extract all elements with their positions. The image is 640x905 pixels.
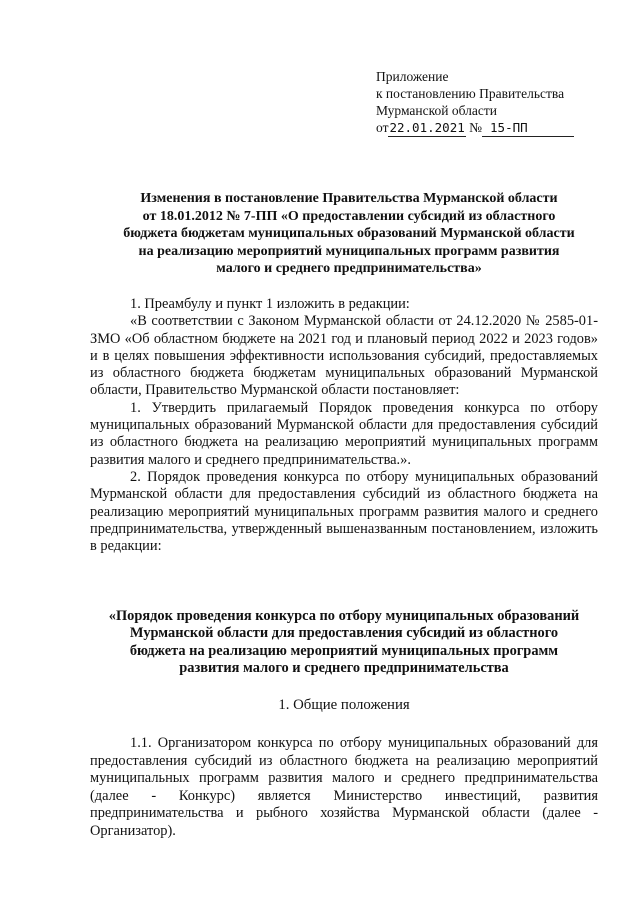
procedure-title-line-2: Мурманской области для предоставления субсидий из областного (129, 625, 559, 642)
procedure-title (90, 608, 598, 678)
item-1: 1. Преамбулу и пункт 1 изложить в редакции: (130, 296, 410, 312)
title-line-2: от 18.01.2012 № 7-ПП «О предоставлении субсидий из областного (142, 208, 556, 224)
title-line-5: малого и среднего предпринимательства» (216, 261, 482, 276)
annex-date-prefix: от (376, 120, 389, 135)
procedure-title-line-1: «Порядок проведения конкурса по отбору муниципальных образований (108, 608, 580, 624)
annex-line-2: к постановлению Правительства (376, 86, 565, 101)
annex-block (376, 68, 574, 137)
document-title (92, 190, 606, 278)
item-2: 2. Порядок проведения конкурса по отбору муниципальных образований Мурманской области для предоставления субсидий из областного бюджета на реализацию мероприятий муниципальных программ развития малого и среднего предпринимательства, утвержденный вышеназванным постановлением, изложить в редакции: (90, 468, 598, 555)
annex-title: Приложение (376, 69, 449, 84)
annex-date: 22.01.2021 (389, 120, 465, 135)
quoted-item-1: 1. Утвердить прилагаемый Порядок проведения конкурса по отбору муниципальных образований Мурманской области для предоставления субсидий из областного бюджета на реализацию мероприятий муниципальных программ развития малого и среднего предпринимательства.». (90, 399, 598, 468)
annex-number: 15-ПП (482, 119, 574, 137)
annex-date-line (376, 119, 574, 137)
procedure-title-line-3: бюджета на реализацию мероприятий муниципальных программ (129, 642, 559, 659)
section-1-text (90, 735, 598, 841)
paragraph-1-1: 1.1. Организатором конкурса по отбору муниципальных образований для предоставления субсидий из областного бюджета на реализацию мероприятий муниципальных программ развития малого и среднего предпринимательства (далее - Конкурс) является Министерство инвестиций, развития предпринимательства и рыбного хозяйства Мурманской области (далее - Организатор). (90, 735, 598, 839)
section-heading: 1. Общие положения (278, 697, 410, 713)
quoted-preamble: «В соответствии с Законом Мурманской области от 24.12.2020 № 2585-01-ЗМО «Об областном бюджете на 2021 год и плановый период 2022 и 2023 годов» и в целях повышения эффективности использования субсидий, предоставляемых из областного бюджета бюджетам муниципальных образований Мурманской области, Правительство Мурманской области постановляет: (90, 313, 598, 399)
procedure-title-line-4: развития малого и среднего предпринимательства (179, 660, 509, 677)
annex-number-prefix: № (469, 120, 483, 135)
title-line-3: бюджета бюджетам муниципальных образований Мурманской области (123, 226, 575, 241)
document-body (90, 296, 598, 555)
title-line-1: Изменения в постановление Правительства Мурманской области (140, 191, 558, 206)
annex-line-3: Мурманской области (376, 103, 497, 118)
title-line-4: на реализацию мероприятий муниципальных программ развития (138, 243, 560, 259)
